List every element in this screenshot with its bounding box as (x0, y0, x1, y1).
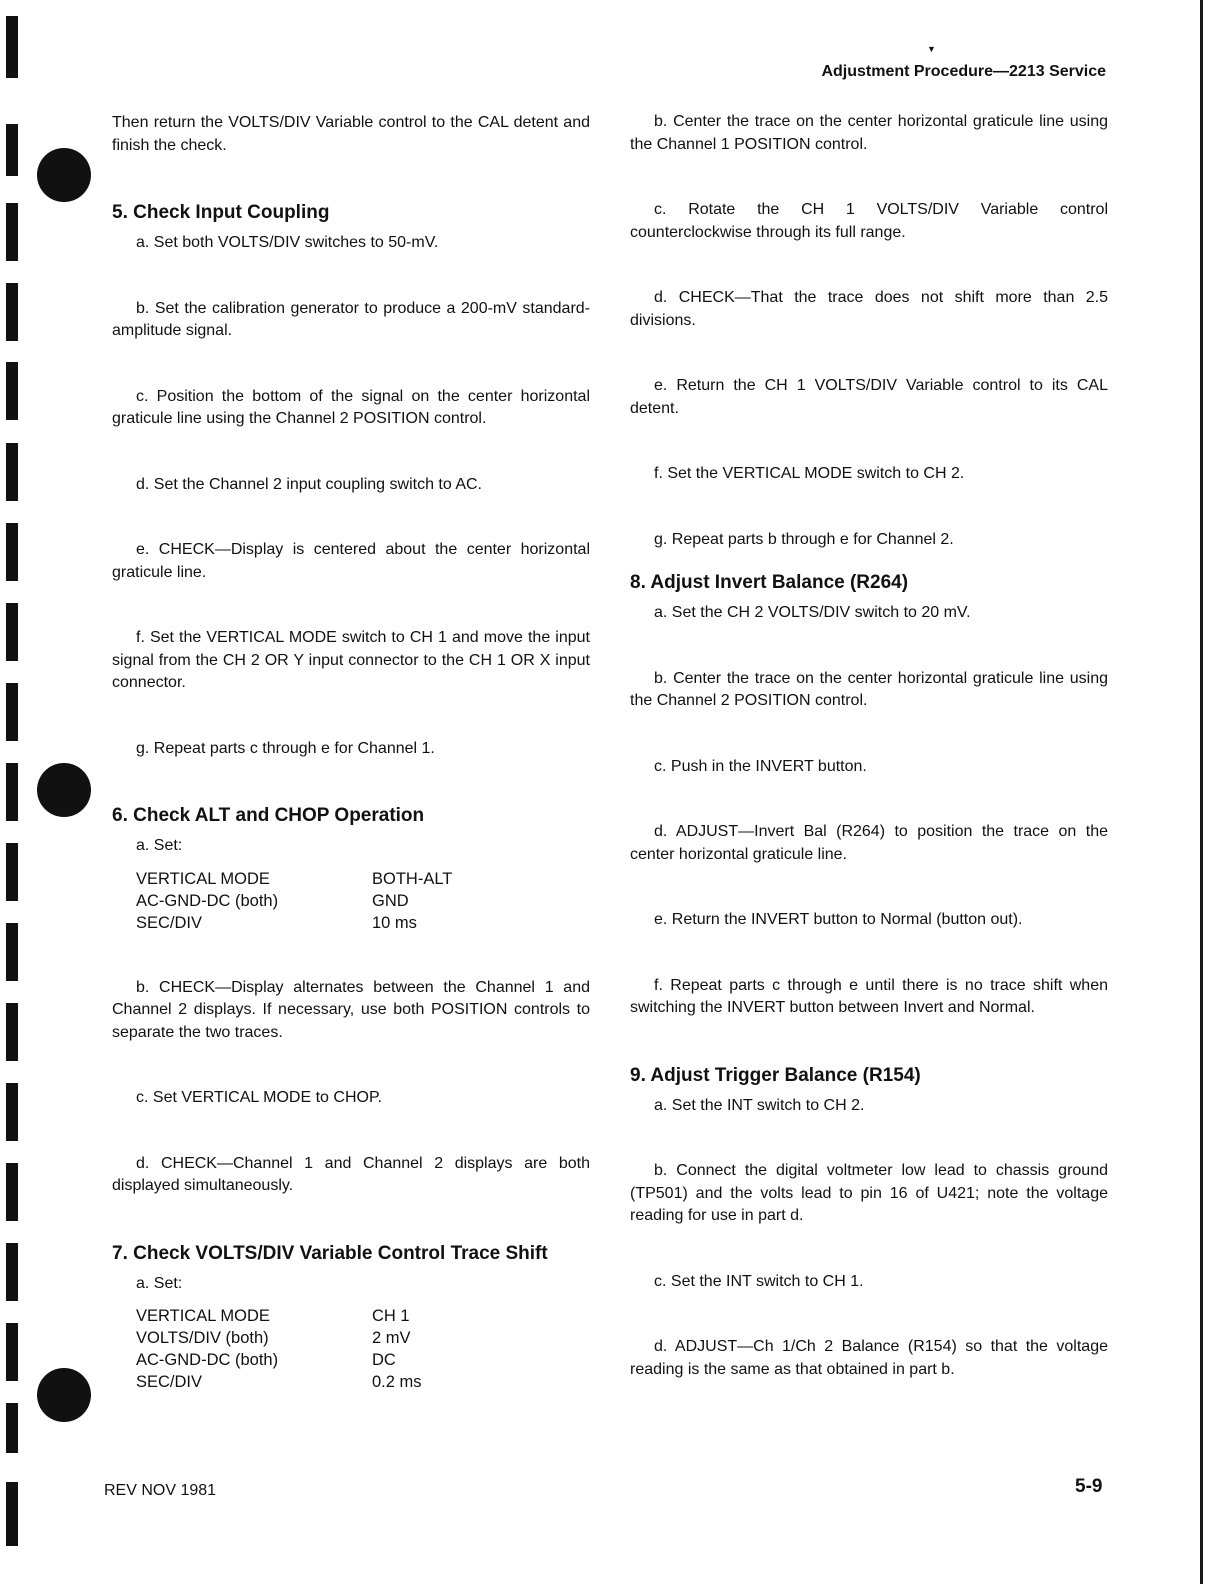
binder-bar (6, 843, 18, 901)
punch-hole (37, 1368, 91, 1422)
intro-paragraph: Then return the VOLTS/DIV Variable control to the CAL detent and finish the check. (112, 114, 590, 154)
settings-table (136, 868, 452, 934)
step-text: a. Set both VOLTS/DIV switches to 50-mV. (136, 234, 439, 251)
setting-value: DC (372, 1351, 396, 1369)
step-text: c. Set VERTICAL MODE to CHOP. (136, 1089, 382, 1106)
step-text: d. Set the Channel 2 input coupling switch to AC. (136, 475, 482, 493)
step-text: f. Repeat parts c through e until there is no trace shift when switching the INVERT button between Invert and Normal. (630, 976, 1108, 1016)
binder-bar (6, 603, 18, 661)
step-text: a. Set the INT switch to CH 2. (654, 1096, 865, 1114)
page-header: Adjustment Procedure—2213 Service (821, 63, 1106, 80)
step-text: c. Push in the INVERT button. (654, 757, 867, 775)
step-text: c. Position the bottom of the signal on the center horizontal graticule line using the Channel 2 POSITION control. (112, 387, 590, 427)
binder-bar (6, 1403, 18, 1453)
step-text: f. Set the VERTICAL MODE switch to CH 2. (654, 465, 965, 482)
binder-bar (6, 523, 18, 581)
setting-value: BOTH-ALT (372, 869, 453, 888)
setting-value: CH 1 (372, 1307, 410, 1325)
setting-name: SEC/DIV (136, 1373, 203, 1391)
step-text: a. Set: (136, 837, 183, 854)
settings-row (136, 868, 452, 890)
step-text: b. Center the trace on the center horizontal graticule line using the Channel 1 POSITION control. (630, 113, 1108, 153)
settings-row (136, 1349, 422, 1371)
step-text: c. Set the INT switch to CH 1. (654, 1272, 864, 1290)
settings-row (136, 890, 452, 912)
step-text: d. CHECK—That the trace does not shift more than 2.5 divisions. (630, 289, 1108, 329)
step-text: b. Center the trace on the center horizontal graticule line using the Channel 2 POSITION control. (630, 669, 1108, 709)
binder-bar (6, 1003, 18, 1061)
step-text: e. CHECK—Display is centered about the center horizontal graticule line. (112, 541, 590, 581)
binder-bar (6, 1083, 18, 1141)
step-text: g. Repeat parts b through e for Channel 2. (654, 530, 954, 548)
section-heading: 9. Adjust Trigger Balance (R154) (630, 1064, 921, 1086)
binder-bar (6, 16, 18, 78)
setting-name: SEC/DIV (136, 913, 203, 932)
step-text: e. Return the INVERT button to Normal (button out). (654, 911, 1023, 928)
setting-name: VERTICAL MODE (136, 1307, 270, 1325)
step-text: c. Rotate the CH 1 VOLTS/DIV Variable control counterclockwise through its full range. (630, 201, 1108, 241)
section-heading: 7. Check VOLTS/DIV Variable Control Trace Shift (112, 1242, 548, 1264)
section-heading: 6. Check ALT and CHOP Operation (112, 805, 425, 826)
setting-value: GND (372, 891, 409, 910)
punch-hole (37, 763, 91, 817)
binder-bar (6, 1323, 18, 1381)
binder-bar (6, 923, 18, 981)
binder-bar (6, 124, 18, 176)
settings-row (136, 912, 452, 934)
binder-bar (6, 203, 18, 261)
page-edge (1200, 0, 1220, 1584)
page-number: 5-9 (1075, 1476, 1103, 1497)
step-text: b. Connect the digital voltmeter low lead to chassis ground (TP501) and the volts lead to pin 16 of U421; note the voltage reading for use in part d. (630, 1162, 1108, 1224)
binder-bar (6, 1243, 18, 1301)
binder-bar (6, 1163, 18, 1221)
revision-date: REV NOV 1981 (104, 1482, 217, 1499)
right-column (630, 111, 1108, 1381)
setting-name: VERTICAL MODE (136, 869, 270, 888)
setting-value: 0.2 ms (372, 1373, 422, 1391)
setting-name: VOLTS/DIV (both) (136, 1329, 269, 1347)
step-text: a. Set: (136, 1274, 183, 1292)
binder-bar (6, 283, 18, 341)
step-text: f. Set the VERTICAL MODE switch to CH 1 and move the input signal from the CH 2 OR Y input connector to the CH 1 OR X input connector. (112, 629, 590, 691)
binder-bar (6, 443, 18, 501)
punch-hole (37, 148, 91, 202)
left-column (112, 112, 590, 1393)
step-text: b. CHECK—Display alternates between the Channel 1 and Channel 2 displays. If necessary, use both POSITION controls to separate the two traces. (112, 978, 590, 1041)
setting-name: AC-GND-DC (both) (136, 1351, 279, 1369)
setting-name: AC-GND-DC (both) (136, 891, 279, 910)
settings-row (136, 1305, 422, 1327)
step-text: d. CHECK—Channel 1 and Channel 2 displays are both displayed simultaneously. (112, 1154, 590, 1194)
settings-table (136, 1305, 422, 1393)
binder-bar (6, 683, 18, 741)
settings-row (136, 1371, 422, 1393)
scan-mark: ▼ (927, 44, 936, 54)
binder-bar (6, 763, 18, 821)
step-text: g. Repeat parts c through e for Channel 1. (136, 739, 435, 757)
binder-bar (6, 362, 18, 420)
setting-value: 2 mV (372, 1329, 411, 1347)
step-text: e. Return the CH 1 VOLTS/DIV Variable control to its CAL detent. (630, 377, 1108, 417)
setting-value: 10 ms (372, 913, 417, 932)
binder-bar (6, 1482, 18, 1546)
section-heading: 5. Check Input Coupling (112, 202, 330, 223)
step-text: b. Set the calibration generator to produce a 200-mV standard-amplitude signal. (112, 299, 590, 339)
step-text: d. ADJUST—Ch 1/Ch 2 Balance (R154) so that the voltage reading is the same as that obtained in part b. (630, 1338, 1108, 1378)
step-text: a. Set the CH 2 VOLTS/DIV switch to 20 mV. (654, 604, 971, 621)
settings-row (136, 1327, 422, 1349)
section-heading: 8. Adjust Invert Balance (R264) (630, 572, 909, 593)
step-text: d. ADJUST—Invert Bal (R264) to position the trace on the center horizontal graticule line. (630, 823, 1108, 863)
